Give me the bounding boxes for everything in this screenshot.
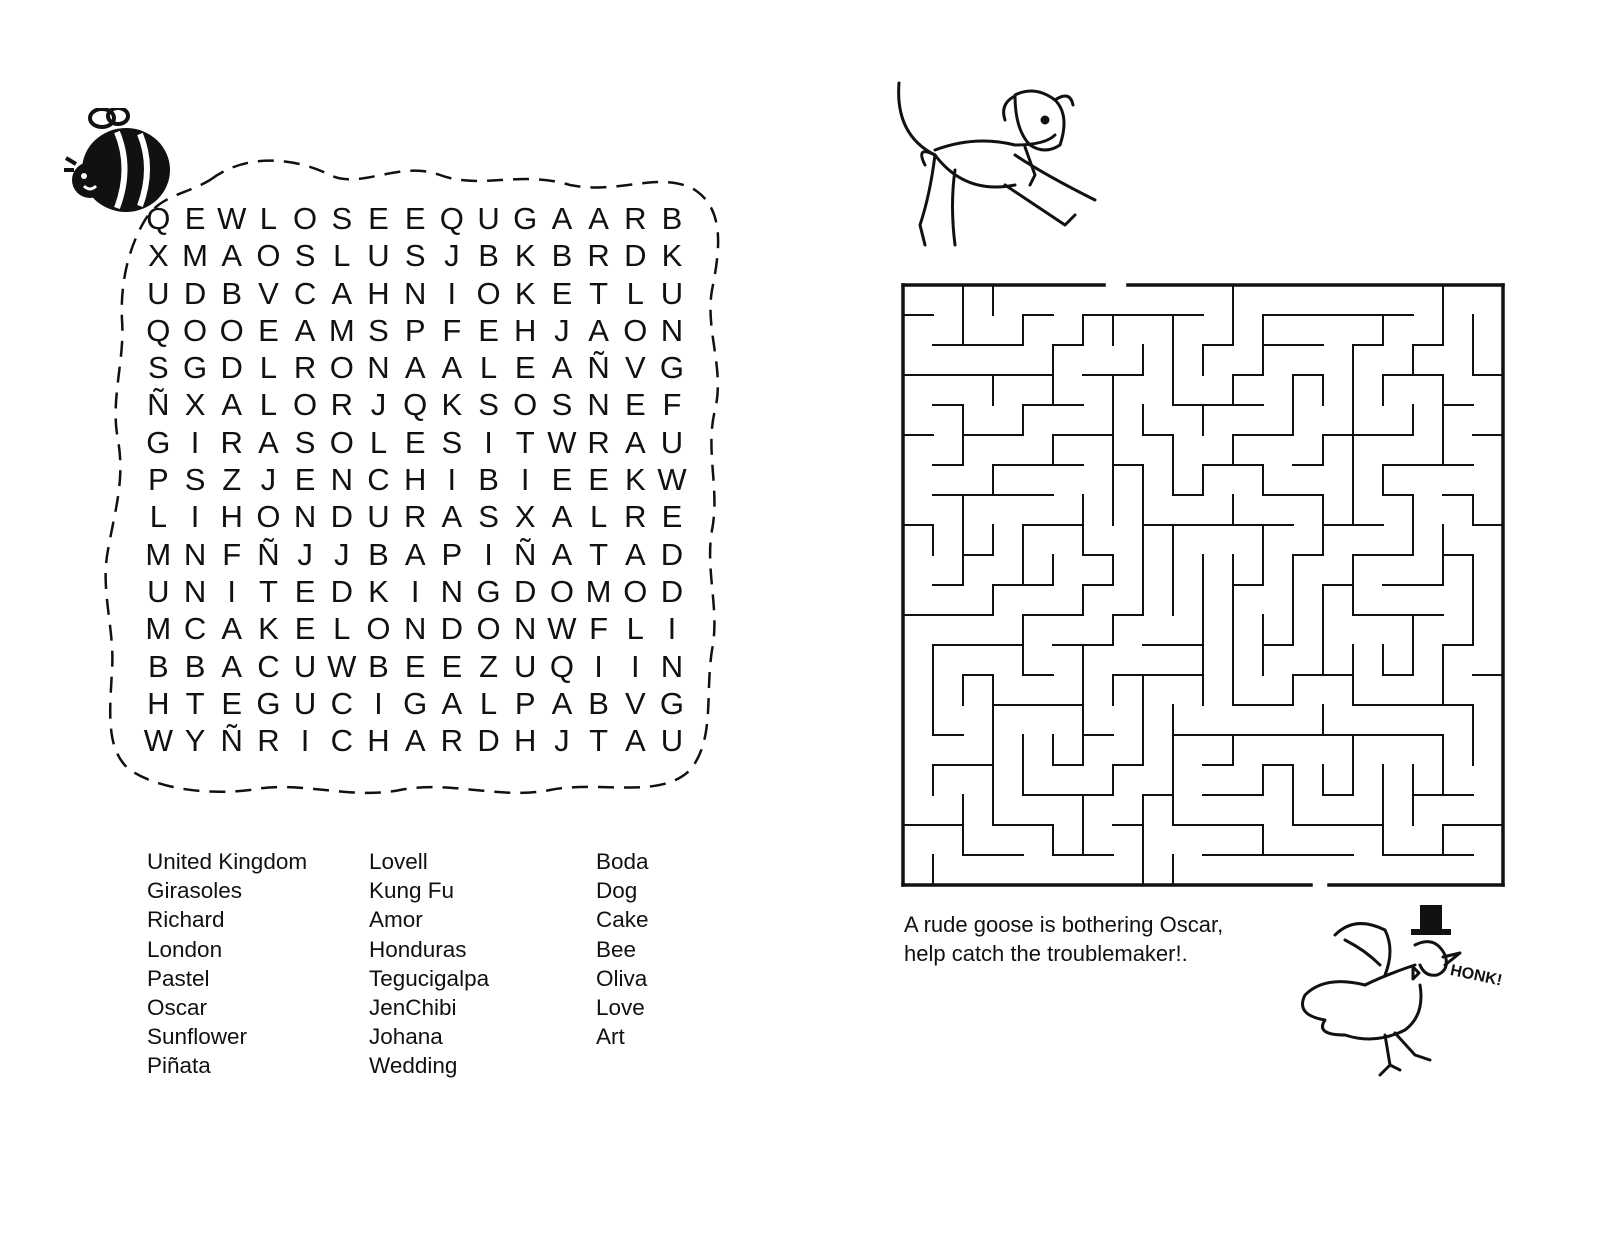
grid-letter[interactable]: R — [330, 387, 353, 423]
grid-letter[interactable]: R — [403, 499, 427, 535]
grid-letter[interactable]: N — [514, 611, 537, 647]
grid-letter[interactable]: O — [256, 499, 281, 535]
grid-letter[interactable]: L — [259, 201, 278, 236]
grid-letter[interactable]: M — [328, 312, 355, 348]
grid-letter[interactable]: E — [258, 312, 279, 348]
grid-letter[interactable]: I — [227, 573, 237, 609]
grid-letter[interactable]: K — [441, 387, 463, 423]
word-list-item: Honduras — [369, 936, 467, 962]
grid-letter[interactable]: U — [660, 723, 684, 759]
grid-letter[interactable]: U — [660, 424, 684, 460]
word-list-item: JenChibi — [369, 995, 457, 1021]
grid-letter[interactable]: U — [293, 685, 317, 721]
grid-letter[interactable]: M — [585, 573, 612, 609]
grid-letter[interactable]: P — [404, 312, 426, 348]
grid-letter[interactable]: Q — [146, 312, 171, 348]
grid-letter[interactable]: S — [331, 201, 353, 236]
grid-letter[interactable]: Ñ — [147, 387, 170, 423]
grid-letter[interactable]: O — [182, 312, 208, 348]
grid-letter[interactable]: O — [623, 312, 648, 348]
grid-letter[interactable]: H — [220, 499, 243, 535]
grid-letter[interactable]: O — [329, 350, 354, 386]
grid-letter[interactable]: D — [660, 536, 684, 572]
grid-letter[interactable]: R — [220, 424, 243, 460]
grid-letter[interactable]: T — [589, 723, 609, 759]
grid-letter[interactable]: A — [221, 387, 243, 423]
grid-letter[interactable]: Ñ — [220, 723, 243, 759]
grid-letter[interactable]: T — [589, 275, 609, 311]
grid-letter[interactable]: S — [294, 424, 316, 460]
grid-letter[interactable]: S — [368, 312, 389, 348]
grid-letter[interactable]: W — [657, 462, 687, 498]
grid-letter[interactable]: W — [217, 201, 247, 236]
grid-letter[interactable]: O — [219, 312, 244, 348]
grid-letter[interactable]: C — [257, 648, 280, 684]
grid-letter[interactable]: M — [145, 611, 172, 647]
grid-letter[interactable]: N — [183, 536, 207, 572]
grid-letter[interactable]: S — [184, 462, 206, 498]
grid-letter[interactable]: P — [514, 685, 536, 721]
grid-letter[interactable]: Ñ — [587, 350, 610, 386]
grid-letter[interactable]: A — [441, 685, 463, 721]
grid-letter[interactable]: X — [514, 499, 536, 535]
grid-letter[interactable]: D — [660, 573, 684, 609]
grid-letter[interactable]: U — [147, 573, 170, 609]
grid-letter[interactable]: A — [624, 424, 646, 460]
word-list-item: Tegucigalpa — [369, 965, 490, 991]
grid-letter[interactable]: M — [145, 536, 172, 572]
grid-letter[interactable]: E — [404, 648, 426, 684]
grid-letter[interactable]: B — [588, 685, 609, 721]
grid-letter[interactable]: Ñ — [257, 536, 280, 572]
grid-letter[interactable]: R — [257, 723, 280, 759]
wordsearch-grid[interactable] — [140, 200, 700, 759]
grid-letter[interactable]: L — [333, 611, 351, 647]
grid-letter[interactable]: O — [623, 573, 648, 609]
grid-letter[interactable]: D — [330, 499, 353, 535]
grid-letter[interactable]: I — [520, 462, 530, 498]
goose-illustration — [1295, 905, 1545, 1080]
grid-letter[interactable]: A — [258, 424, 279, 460]
grid-letter[interactable]: H — [147, 685, 170, 721]
grid-letter[interactable]: E — [294, 573, 316, 609]
grid-letter[interactable]: L — [259, 387, 278, 423]
grid-letter[interactable]: Z — [222, 462, 242, 498]
grid-letter[interactable]: I — [190, 424, 200, 460]
grid-letter[interactable]: U — [660, 275, 684, 311]
grid-letter[interactable]: A — [551, 350, 573, 386]
grid-letter[interactable]: I — [484, 536, 493, 572]
grid-letter[interactable]: S — [404, 238, 426, 274]
grid-letter[interactable]: R — [440, 723, 464, 759]
grid-letter[interactable]: W — [547, 424, 577, 460]
grid-letter[interactable]: U — [293, 648, 317, 684]
grid-letter[interactable]: S — [294, 238, 316, 274]
grid-letter[interactable]: A — [441, 350, 463, 386]
grid-letter[interactable]: S — [551, 387, 573, 423]
grid-letter[interactable]: V — [624, 350, 646, 386]
grid-letter[interactable]: H — [514, 312, 537, 348]
grid-letter[interactable]: X — [184, 387, 206, 423]
grid-letter[interactable]: I — [300, 723, 310, 759]
grid-letter[interactable]: G — [182, 350, 208, 386]
grid-letter[interactable]: K — [624, 462, 646, 498]
grid-letter[interactable]: E — [404, 424, 426, 460]
grid-letter[interactable]: I — [484, 424, 493, 460]
grid-letter[interactable]: L — [149, 499, 167, 535]
maze-caption: A rude goose is bothering Oscar, help catch the troublemaker!. — [904, 912, 1224, 966]
grid-letter[interactable]: N — [440, 573, 464, 609]
grid-letter[interactable]: U — [367, 499, 390, 535]
dog-illustration — [895, 75, 1125, 265]
word-list-item: Boda — [596, 849, 649, 874]
grid-letter[interactable]: A — [331, 275, 353, 311]
grid-letter[interactable]: M — [182, 238, 208, 274]
grid-letter[interactable]: A — [221, 238, 243, 274]
grid-letter[interactable]: Q — [146, 201, 171, 236]
grid-letter[interactable]: L — [626, 611, 644, 647]
grid-letter[interactable]: K — [661, 238, 683, 274]
grid-letter[interactable]: A — [624, 723, 646, 759]
grid-letter[interactable]: T — [589, 536, 609, 572]
grid-letter[interactable]: U — [477, 201, 500, 236]
grid-letter[interactable]: A — [221, 611, 243, 647]
grid-letter[interactable]: O — [549, 573, 574, 609]
grid-letter[interactable]: E — [294, 462, 316, 498]
grid-letter[interactable]: I — [410, 573, 420, 609]
grid-letter[interactable]: Q — [403, 387, 428, 423]
grid-letter[interactable]: U — [147, 275, 170, 311]
grid-letter[interactable]: J — [260, 462, 277, 498]
grid-letter[interactable]: E — [221, 685, 243, 721]
grid-letter[interactable]: B — [551, 238, 573, 274]
grid-letter[interactable]: I — [447, 275, 457, 311]
grid-letter[interactable]: I — [190, 499, 200, 535]
grid-letter[interactable]: A — [624, 536, 646, 572]
grid-letter[interactable]: B — [368, 648, 389, 684]
word-list-column-3 — [596, 847, 649, 1051]
grid-letter[interactable]: N — [183, 573, 207, 609]
grid-letter[interactable]: I — [667, 611, 677, 647]
grid-letter[interactable]: J — [554, 312, 570, 348]
grid-letter[interactable]: L — [333, 238, 351, 274]
grid-letter[interactable]: W — [327, 648, 357, 684]
word-list-item: Kung Fu — [369, 878, 455, 904]
grid-letter[interactable]: B — [661, 201, 683, 236]
grid-letter[interactable]: S — [441, 424, 463, 460]
grid-letter[interactable]: L — [479, 350, 498, 386]
grid-letter[interactable]: S — [478, 387, 499, 423]
grid-letter[interactable]: C — [293, 275, 317, 311]
grid-letter[interactable]: V — [624, 685, 646, 721]
word-list-item: Lovell — [369, 849, 428, 874]
grid-letter[interactable]: I — [630, 648, 640, 684]
grid-letter[interactable]: E — [514, 350, 536, 386]
grid-letter[interactable]: I — [447, 462, 457, 498]
grid-letter[interactable]: E — [478, 312, 499, 348]
grid-letter[interactable]: T — [515, 424, 535, 460]
grid-letter[interactable]: G — [146, 424, 171, 460]
word-list-item: Oscar — [147, 995, 208, 1021]
word-list-item: Richard — [147, 907, 225, 933]
grid-letter[interactable]: A — [551, 499, 573, 535]
word-list-item: Sunflower — [147, 1024, 248, 1050]
grid-letter[interactable]: A — [588, 201, 609, 236]
grid-letter[interactable]: W — [143, 723, 173, 759]
grid-letter[interactable]: F — [589, 611, 609, 647]
grid-letter[interactable]: U — [367, 238, 390, 274]
grid-letter[interactable]: Q — [439, 201, 464, 236]
grid-letter[interactable]: O — [476, 275, 501, 311]
grid-letter[interactable]: D — [183, 275, 207, 311]
word-list-item: Johana — [369, 1024, 443, 1050]
grid-letter[interactable]: L — [479, 685, 498, 721]
grid-letter[interactable]: A — [404, 350, 426, 386]
grid-letter[interactable]: H — [367, 275, 390, 311]
grid-letter[interactable]: T — [258, 573, 278, 609]
grid-letter[interactable]: A — [221, 648, 243, 684]
grid-letter[interactable]: R — [587, 424, 610, 460]
grid-letter[interactable]: D — [514, 573, 537, 609]
grid-letter[interactable]: D — [624, 238, 647, 274]
grid-letter[interactable]: N — [587, 387, 610, 423]
word-list-item: Amor — [369, 907, 423, 933]
grid-letter[interactable]: K — [368, 573, 389, 609]
goose-honk-text: HONK! — [1448, 961, 1504, 990]
grid-letter[interactable]: A — [294, 312, 316, 348]
grid-letter[interactable]: L — [626, 275, 644, 311]
grid-letter[interactable]: G — [256, 685, 281, 721]
grid-letter[interactable]: C — [367, 462, 390, 498]
word-list-item: Art — [596, 1024, 625, 1050]
grid-letter[interactable]: F — [662, 387, 682, 423]
grid-letter[interactable]: K — [514, 275, 536, 311]
grid-letter[interactable]: O — [513, 387, 538, 423]
grid-letter[interactable]: O — [329, 424, 354, 460]
grid-letter[interactable]: C — [183, 611, 207, 647]
word-list-item: Bee — [596, 936, 637, 962]
grid-letter[interactable]: Y — [184, 723, 206, 759]
grid-letter[interactable]: A — [551, 685, 573, 721]
grid-letter[interactable]: X — [148, 238, 169, 274]
grid-letter[interactable]: J — [554, 723, 570, 759]
grid-letter[interactable]: L — [259, 350, 278, 386]
grid-letter[interactable]: G — [659, 350, 685, 386]
grid-letter[interactable]: N — [403, 611, 427, 647]
grid-letter[interactable]: B — [478, 238, 499, 274]
grid-letter[interactable]: G — [513, 201, 538, 236]
grid-letter[interactable]: B — [478, 462, 499, 498]
grid-letter[interactable]: E — [368, 201, 389, 236]
grid-letter[interactable]: R — [293, 350, 317, 386]
grid-letter[interactable]: G — [403, 685, 428, 721]
word-list-item: Girasoles — [147, 878, 243, 904]
grid-letter[interactable]: U — [514, 648, 537, 684]
grid-letter[interactable]: K — [258, 611, 279, 647]
grid-letter[interactable]: G — [659, 685, 685, 721]
word-list-column-2 — [369, 847, 489, 1081]
grid-letter[interactable]: S — [478, 499, 499, 535]
grid-letter[interactable]: Z — [479, 648, 498, 684]
grid-letter[interactable]: V — [258, 275, 279, 311]
grid-letter[interactable]: B — [184, 648, 206, 684]
grid-letter[interactable]: J — [297, 536, 313, 572]
grid-letter[interactable]: A — [551, 536, 573, 572]
word-list-item: Cake — [596, 907, 649, 933]
grid-letter[interactable]: L — [369, 424, 388, 460]
grid-letter[interactable]: W — [547, 611, 577, 647]
word-list-item: London — [147, 936, 223, 962]
grid-letter[interactable]: C — [330, 685, 353, 721]
grid-letter[interactable]: A — [441, 499, 463, 535]
word-list-item: Piñata — [147, 1053, 211, 1079]
grid-letter[interactable]: E — [294, 611, 316, 647]
grid-letter[interactable]: E — [404, 201, 426, 236]
grid-letter[interactable]: N — [660, 648, 684, 684]
grid-letter[interactable]: D — [440, 611, 464, 647]
grid-letter[interactable]: J — [444, 238, 460, 274]
grid-letter[interactable]: F — [222, 536, 242, 572]
grid-letter[interactable]: J — [370, 387, 387, 423]
grid-letter[interactable]: R — [587, 238, 610, 274]
grid-letter[interactable]: E — [661, 499, 683, 535]
grid-letter[interactable]: D — [477, 723, 500, 759]
grid-letter[interactable]: R — [624, 201, 647, 236]
grid-letter[interactable]: J — [334, 536, 350, 572]
grid-letter[interactable]: E — [624, 387, 646, 423]
word-list-item: Oliva — [596, 965, 648, 991]
word-list-item: Wedding — [369, 1053, 458, 1079]
grid-letter[interactable]: H — [367, 723, 390, 759]
grid-letter[interactable]: H — [514, 723, 537, 759]
grid-letter[interactable]: N — [293, 499, 317, 535]
grid-letter[interactable]: E — [441, 648, 463, 684]
grid-letter[interactable]: A — [404, 536, 426, 572]
grid-letter[interactable]: E — [184, 201, 206, 236]
grid-letter[interactable]: B — [221, 275, 243, 311]
grid-letter[interactable]: P — [148, 462, 169, 498]
word-list-item: Love — [596, 995, 645, 1021]
grid-letter[interactable]: O — [366, 611, 391, 647]
grid-letter[interactable]: N — [660, 312, 684, 348]
word-list-item: United Kingdom — [147, 849, 308, 874]
word-list-item: Pastel — [147, 965, 210, 991]
grid-letter[interactable]: A — [404, 723, 426, 759]
grid-letter[interactable]: G — [476, 573, 501, 609]
grid-letter[interactable]: Q — [549, 648, 574, 684]
grid-letter[interactable]: R — [624, 499, 647, 535]
grid-letter[interactable]: E — [551, 275, 573, 311]
grid-letter[interactable]: O — [293, 201, 318, 236]
grid-letter[interactable]: B — [368, 536, 389, 572]
grid-letter[interactable]: I — [374, 685, 383, 721]
grid-letter[interactable]: L — [589, 499, 608, 535]
grid-letter[interactable]: H — [403, 462, 427, 498]
grid-letter[interactable]: B — [148, 648, 169, 684]
grid-letter[interactable]: O — [293, 387, 318, 423]
grid-letter[interactable]: C — [330, 723, 353, 759]
grid-letter[interactable]: D — [220, 350, 243, 386]
grid-letter[interactable]: O — [476, 611, 501, 647]
grid-letter[interactable]: E — [588, 462, 609, 498]
grid-letter[interactable]: T — [185, 685, 205, 721]
grid-letter[interactable]: I — [594, 648, 603, 684]
grid-letter[interactable]: N — [403, 275, 427, 311]
word-list-item: Dog — [596, 878, 638, 904]
maze[interactable] — [898, 280, 1512, 895]
grid-letter[interactable]: K — [514, 238, 536, 274]
grid-letter[interactable]: A — [588, 312, 609, 348]
grid-letter[interactable]: D — [330, 573, 353, 609]
grid-letter[interactable]: E — [551, 462, 573, 498]
grid-letter[interactable]: F — [442, 312, 462, 348]
grid-letter[interactable]: O — [256, 238, 281, 274]
grid-letter[interactable]: Ñ — [514, 536, 537, 572]
grid-letter[interactable]: P — [441, 536, 463, 572]
word-list-column-1 — [147, 847, 307, 1081]
grid-letter[interactable]: N — [330, 462, 353, 498]
grid-letter[interactable]: S — [148, 350, 169, 386]
grid-letter[interactable]: A — [551, 201, 573, 236]
grid-letter[interactable]: N — [367, 350, 390, 386]
